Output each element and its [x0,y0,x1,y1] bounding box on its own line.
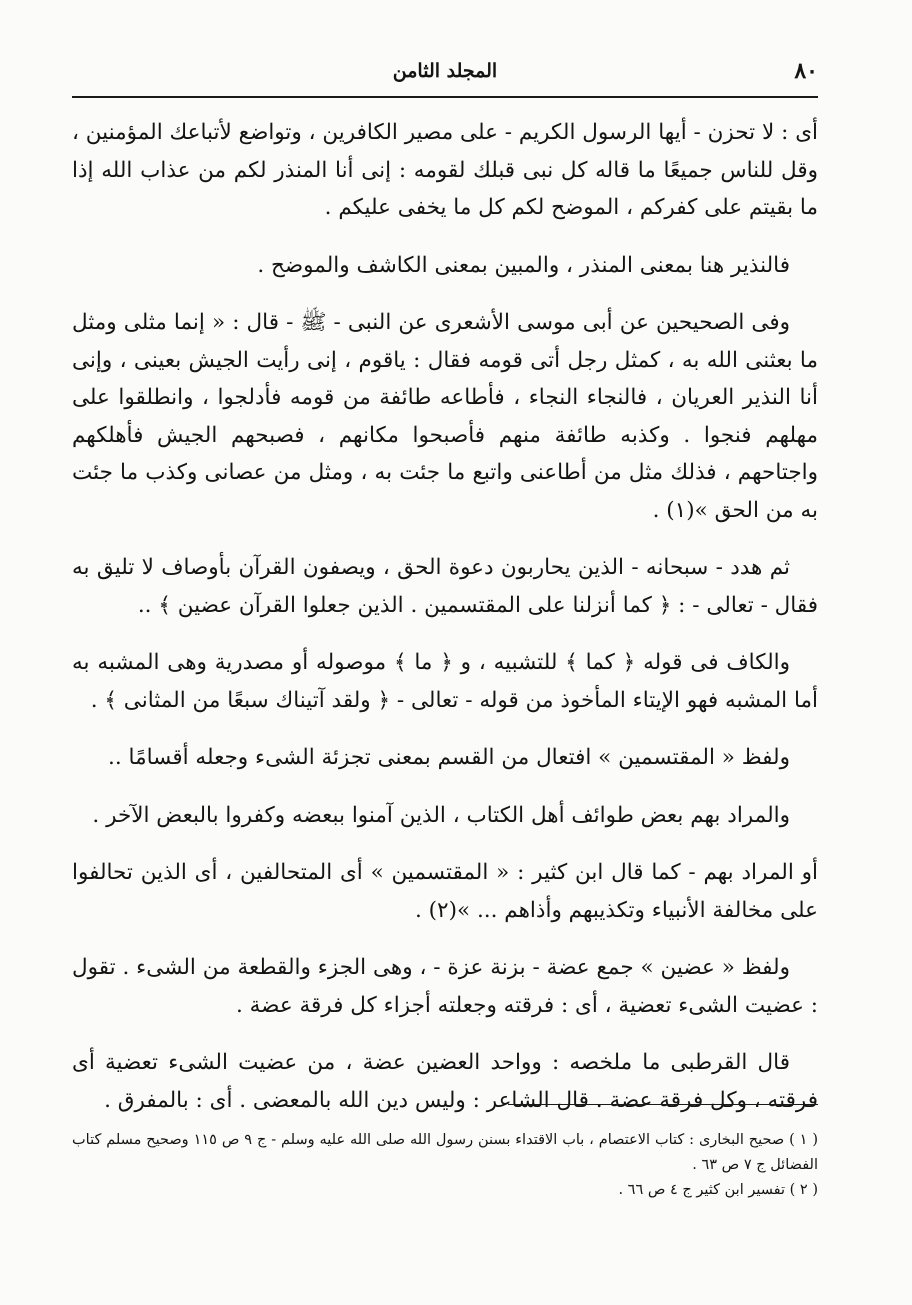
page-header [72,58,818,88]
paragraph: أو المراد بهم - كما قال ابن كثير : « المقتسمين » أى المتحالفين ، أى الذين تحالفوا على مخالفة الأنبياء وتكذيبهم وأذاهم ... »(٢) . [72,860,818,923]
paragraph: والكاف فى قوله ﴿ كما ﴾ للتشبيه ، و ﴿ ما ﴾ موصوله أو مصدرية وهى المشبه به أما المشبه فهو الإيتاء المأخوذ من قوله - تعالى - ﴿ ولقد آتيناك سبعًا من المثانى ﴾ . [72,650,818,713]
paragraph: ولفظ « المقتسمين » افتعال من القسم بمعنى تجزئة الشىء وجعله أقسامًا .. [108,745,790,770]
paragraph: ولفظ « عضين » جمع عضة - بزنة عزة - ، وهى الجزء والقطعة من الشىء . تقول : عضيت الشىء تعضية ، أى : فرقته وجعلته أجزاء كل فرقة عضة . [72,955,818,1018]
paragraph: وفى الصحيحين عن أبى موسى الأشعرى عن النبى - ﷺ - قال : « إنما مثلى ومثل ما بعثنى الله به ، كمثل رجل أتى قومه فقال : ياقوم ، إنى رأيت الجيش بعينى ، وإنى أنا النذير العريان ، فالنجاء النجاء ، فأطاعه طائفة من قومه فأدلجوا ، وانطلقوا على مهلهم فنجوا . وكذبه طائفة منهم فأصبحوا مكانهم ، فصبحهم الجيش فأهلكهم واجتاحهم ، فذلك مثل من أطاعنى واتبع ما جئت به ، ومثل من عصانى وكذب ما جئت به من الحق »(١) . [72,310,818,523]
footnotes [72,1128,818,1203]
main-text [72,114,818,1139]
footnote: ( ١ ) صحيح البخارى : كتاب الاعتصام ، باب الاقتداء بسنن رسول الله صلى الله عليه وسلم - ج ٩ ص ١١٥ وصحيح مسلم كتاب الفضائل ج ٧ ص ٦٣ . [72,1132,818,1173]
paragraph: والمراد بهم بعض طوائف أهل الكتاب ، الذين آمنوا ببعضه وكفروا بالبعض الآخر . [92,802,790,828]
paragraph: أى : لا تحزن - أيها الرسول الكريم - على مصير الكافرين ، وتواضع لأتباعك المؤمنين ، وقل للناس جميعًا ما قاله كل نبى قبلك لقومه : إنى أنا المنذر لكم من عذاب الله إذا ما بقيتم على كفركم ، الموضح لكم كل ما يخفى عليكم . [72,120,818,220]
header-divider [72,96,818,98]
paragraph: قال القرطبى ما ملخصه : وواحد العضين عضة ، من عضيت الشىء تعضية أى فرقته ، وكل فرقة عضة . قال الشاعر : وليس دين الله بالمعضى . أى : بالمفرق . [72,1050,818,1113]
paragraph: فالنذير هنا بمعنى المنذر ، والمبين بمعنى الكاشف والموضح . [257,252,790,278]
footnote: ( ٢ ) تفسير ابن كثير ج ٤ ص ٦٦ . [618,1182,818,1198]
volume-title: المجلد الثامن [392,60,498,82]
paragraph: ثم هدد - سبحانه - الذين يحاربون دعوة الحق ، ويصفون القرآن بأوصاف لا تليق به فقال - تعالى - : ﴿ كما أنزلنا على المقتسمين . الذين جعلوا القرآن عضين ﴾ .. [72,555,818,618]
page-number: ٨٠ [794,58,818,84]
footnote-divider [508,1104,818,1105]
